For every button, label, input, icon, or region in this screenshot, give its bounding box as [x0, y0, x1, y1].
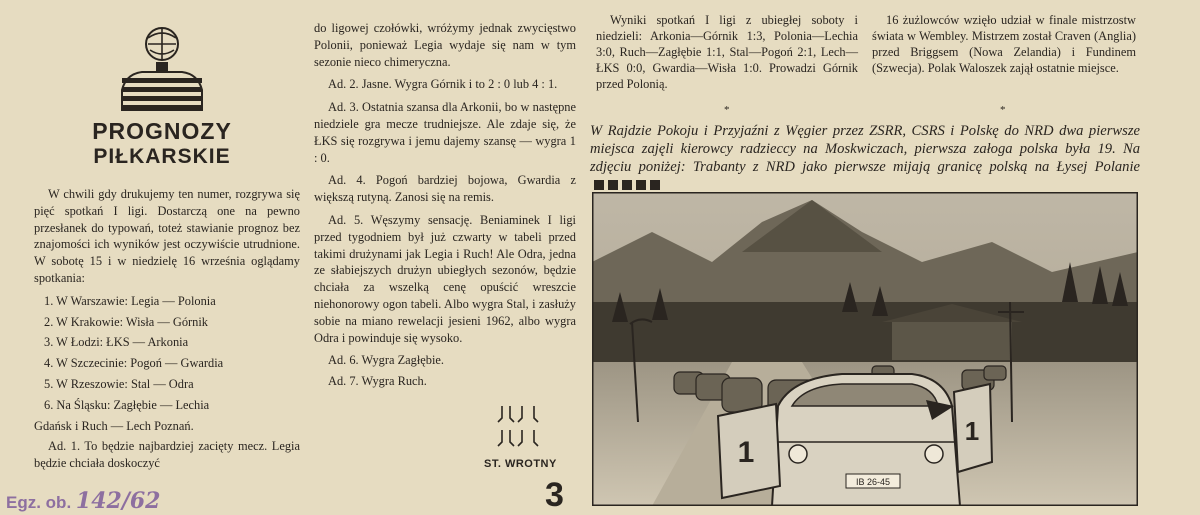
fixture-item: 1. W Warszawie: Legia — Polonia: [44, 293, 216, 308]
fixture-item: 3. W Łodzi: ŁKS — Arkonia: [44, 335, 189, 350]
ad5-paragraph: Ad. 5. Węszymy sensację. Beniaminek I ligi przed tygodniem był już czwarty w tabeli przed takimi drużynami jak Legia i Ruch! Ale Odra, jedna ze słabiejszych drużyn ubiegłych sezonów, będzie chciała za wszelką cenę opuścić wreszcie niehonorowy ogon tabeli. Albo wygra Stal, i zasłuży sobie na miano rewelacji jesieni 1962, albo wygra Odra i powinduje się wysoko.: [314, 212, 576, 345]
rally-caption: [590, 122, 1140, 195]
ad1-paragraph: Ad. 1. To będzie najbardziej zacięty mecz. Legia będzie chciała doskoczyć: [34, 439, 300, 471]
fixture-item: 4. W Szczecinie: Pogoń — Gwardia: [44, 356, 224, 371]
heading-line1: PROGNOZY: [92, 118, 232, 144]
fixture-item: Gdańsk i Ruch — Lech Poznań.: [34, 418, 194, 433]
article-signature: ST. WROTNY: [484, 458, 557, 470]
fixture-item: 6. Na Śląsku: Zagłębie — Lechia: [44, 397, 210, 412]
license-plate: IB 26-45: [855, 477, 891, 487]
ad2-paragraph: Ad. 2. Jasne. Wygra Górnik i to 2 : 0 lub 4 : 1.: [328, 77, 558, 92]
results-column: [596, 12, 858, 92]
archive-stamp: [6, 488, 160, 514]
car-number-left: 1: [737, 436, 755, 469]
ad3-paragraph: Ad. 3. Ostatnia szansa dla Arkonii, bo w następne niedziele gra mecze trudniejsze. Ale zdaje się, że ŁKS się rozgrywa i jemu dajemy szansę — wygra 1 : 0.: [314, 100, 576, 165]
fixture-item: 2. W Krakowie: Wisła — Górnik: [44, 314, 208, 329]
stamp-handwritten: 142/62: [75, 488, 161, 514]
stamp-printed: Egz. ob.: [6, 493, 72, 512]
fixtures-list: [34, 293, 300, 435]
ad4-paragraph: Ad. 4. Pogoń bardziej bojowa, Gwardia z większą rutyną. Zanosi się na remis.: [314, 173, 576, 205]
intro-paragraph: W chwili gdy drukujemy ten numer, rozgrywa się pięć spotkań I ligi. Dostarczą one na pewno przesłanek do typowań, toteż stawianie prognoz bez znajomości ich wyników jest oczywiście utrudnione. W sobotę 15 i w niedzielę 16 września oglądamy spotkania:: [34, 187, 300, 285]
results-paragraph: Wyniki spotkań I ligi z ubiegłej soboty i niedzieli: Arkonia—Górnik 1:3, Polonia—Lechia 3:0, Ruch—Zagłębie 1:1, Stal—Pogoń 2:1, Lech—ŁKS 0:0, Gwardia—Wisła 1:0. Prowadzi Górnik przed Polonią.: [596, 13, 858, 91]
page-number: 3: [545, 476, 564, 514]
players-doodle: [496, 404, 546, 450]
heading-line2: PIŁKARSKIE: [93, 145, 231, 168]
middle-column: [314, 20, 576, 390]
speedway-column: [872, 12, 1136, 76]
car-number-right: 1: [964, 416, 980, 446]
left-column: [34, 186, 300, 472]
rally-photo: [592, 192, 1138, 506]
article-heading: [72, 118, 252, 170]
separator-star: *: [724, 104, 730, 116]
footballer-illustration: [112, 20, 212, 112]
ad7-paragraph: Ad. 7. Wygra Ruch.: [328, 374, 427, 389]
continuation-paragraph: do ligowej czołówki, wróżymy jednak zwycięstwo Polonii, ponieważ Legia wydaje się nam w tym sezonie nieco chimeryczna.: [314, 21, 576, 69]
separator-star: *: [1000, 104, 1006, 116]
rally-caption-text: W Rajdzie Pokoju i Przyjaźni z Węgier przez ZSRR, CSRS i Polskę do NRD dwa pierwsze miejsca zajęli kierowcy radzieccy na Moskwiczach, pierwsza załoga polska była 19. Na zdjęciu poniżej: Trabanty z NRD jako pierwsze mijają granicę polską na Łysej Polanie: [590, 123, 1140, 175]
fixture-item: 5. W Rzeszowie: Stal — Odra: [44, 376, 194, 391]
speedway-paragraph: 16 żużlowców wzięło udział w finale mistrzostw świata w Wembley. Mistrzem został Craven (Anglia) przed Briggsem (Nowa Zelandia) i Fundinem (Szwecja). Polak Waloszek zajął ostatnie miejsce.: [872, 13, 1136, 75]
ad6-paragraph: Ad. 6. Wygra Zagłębie.: [328, 353, 445, 368]
